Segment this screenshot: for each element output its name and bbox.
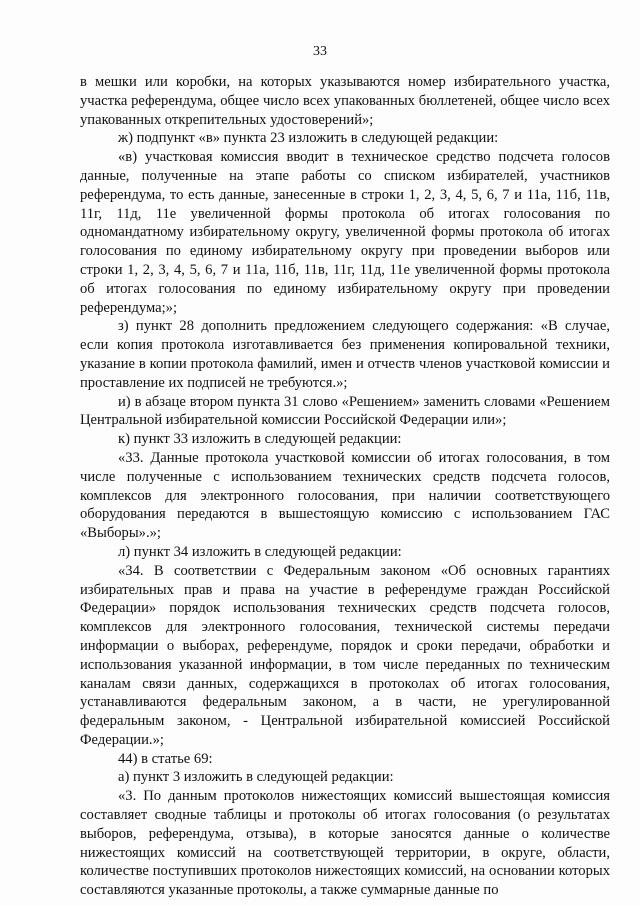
paragraph-quote-33: «33. Данные протокола участковой комиссии об итогах голосования, в том числе полученные с использованием технических средств подсчета голосов, комплексов для электронного голосования, при наличии соответствующего оборудования передаются в вышестоящую комиссию с использованием ГАС «Выборы».»;: [80, 449, 610, 542]
page-number: 33: [313, 44, 327, 59]
paragraph-subitem-zh: ж) подпункт «в» пункта 23 изложить в следующей редакции:: [118, 130, 499, 147]
paragraph-subitem-l: л) пункт 34 изложить в следующей редакции:: [118, 543, 402, 560]
paragraph-item-44: 44) в статье 69:: [118, 750, 213, 767]
paragraph-subitem-z: з) пункт 28 дополнить предложением следующего содержания: «В случае, если копия протокола изготавливается без применения копировальной техники, указание в копии протокола фамилий, имен и отчеств членов участковой комиссии и проставление их подписей не требуются.»;: [80, 318, 610, 391]
paragraph-subitem-i: и) в абзаце втором пункта 31 слово «Решением» заменить словами «Решением Центральной избирательной комиссии Российской Федерации или»;: [80, 393, 610, 429]
document-body: [80, 73, 610, 900]
paragraph-continued: в мешки или коробки, на которых указываются номер избирательного участка, участка референдума, общее число всех упакованных бюллетеней, общее число всех упакованных открепительных удостоверений»;: [80, 74, 610, 128]
paragraph-quote-3: «3. По данным протоколов нижестоящих комиссий вышестоящая комиссия составляет сводные таблицы и протоколы об итогах голосования (о результатах выборов, референдума, отзыва), в которые заносятся данные о количестве нижестоящих комиссий на соответствующей территории, в округе, области, количестве поступивших протоколов нижестоящих комиссий, на основании которых составляются указанные протоколы, а также суммарные данные по: [80, 788, 610, 899]
paragraph-subitem-k: к) пункт 33 изложить в следующей редакции:: [118, 431, 402, 448]
paragraph-subitem-a: а) пункт 3 изложить в следующей редакции:: [118, 769, 394, 786]
paragraph-quote-34: «34. В соответствии с Федеральным законом «Об основных гарантиях избирательных прав и права на участие в референдуме граждан Российской Федерации» порядок использования технических средств подсчета голосов, комплексов для электронного голосования, технической системы передачи информации о выборах, референдуме, порядок и сроки передачи, обработки и использования указанной информации, в том числе переданных по техническим каналам связи данных, содержащихся в протоколах об итогах голосования, устанавливаются федеральным законом, а в части, не урегулированной федеральным законом, - Центральной избирательной комиссией Российской Федерации.»;: [80, 562, 610, 748]
paragraph-quote-v: «в) участковая комиссия вводит в техническое средство подсчета голосов данные, полученные на этапе работы со списком избирателей, участников референдума, то есть данные, занесенные в строки 1, 2, 3, 4, 5, 6, 7 и 11а, 11б, 11в, 11г, 11д, 11е увеличенной формы протокола об итогах голосования по одномандатному избирательному округу, увеличенной формы протокола об итогах голосования по единому избирательному округу при проведении выборов или строки 1, 2, 3, 4, 5, 6, 7 и 11а, 11б, 11в, 11г, 11д, 11е увеличенной формы протокола об итогах голосования по единому избирательному округу при проведении референдума;»;: [80, 149, 610, 316]
